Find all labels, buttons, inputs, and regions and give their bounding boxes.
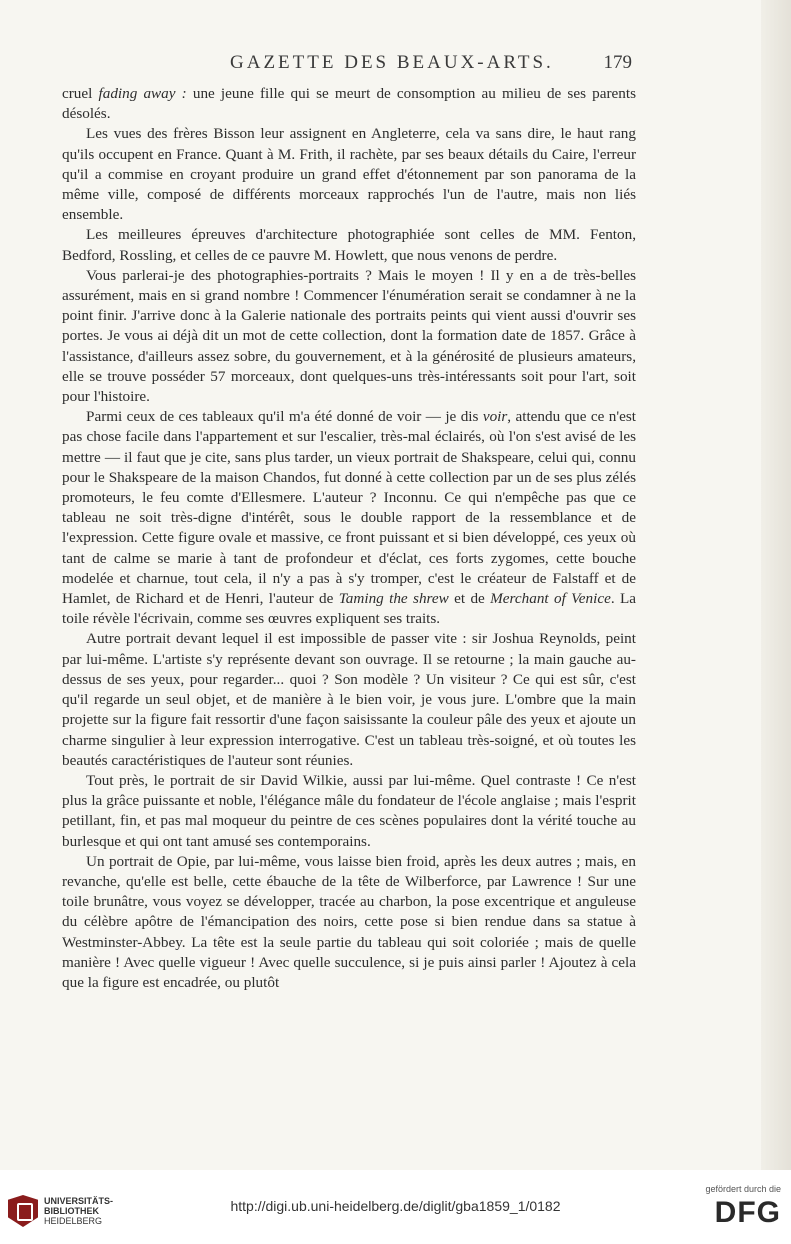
paragraph <box>62 407 636 629</box>
article-text <box>62 84 636 993</box>
paragraph <box>62 629 636 770</box>
italic-text: Taming the shrew <box>338 590 449 608</box>
italic-text: voir <box>482 408 508 426</box>
text-run: une jeune fille qui se meurt de consomption au milieu de ses parents désolés. <box>62 85 636 123</box>
permalink-url[interactable]: http://digi.ub.uni-heidelberg.de/diglit/gba1859_1/0182 <box>230 1198 561 1214</box>
sponsor-caption: gefördert durch die <box>705 1184 781 1194</box>
text-run: Les meilleures épreuves d'architecture photographiée sont celles de MM. Fenton, Bedford, Rossling, et celles de ce pauvre M. Howlett, que nous venons de perdre. <box>62 226 636 264</box>
text-run: Tout près, le portrait de sir David Wilkie, aussi par lui-même. Quel contraste ! Ce n'est plus la grâce puissante et noble, l'élégance mâle du fondateur de l'école anglaise ; mais l'esprit petillant, fin, et pas mal moqueur du peintre de ces scènes populaires dont la vérité touche au burlesque et qui ont tant amusé ses contemporains. <box>62 771 636 850</box>
text-run: , attendu que ce n'est pas chose facile dans l'appartement et sur l'escalier, très-mal éclairés, où l'on s'est avisé de les mettre — il faut que je cite, sans plus tarder, un vieux portrait de Shakspeare, celui qui, connu pour le Shakspeare de la maison Chandos, fut donné à cette collection par un de ses plus zélés promoteurs, le feu comte d'Ellesmere. L'auteur ? Inconnu. Ce qui n'empêche pas que ce tableau ne soit très-digne d'intérêt, sous le double rapport de la ressemblance et de l'expression. Cette figure ovale et massive, ce front puissant et si bien développé, ces yeux où tant de calme se marie à tant de profondeur et d'éclat, ces forts zygomes, cette bouche modelée et charnue, tout cela, il n'y a pas à s'y tromper, c'est le créateur de Falstaff et de Hamlet, de Richard et de Henri, l'auteur de <box>62 408 636 608</box>
text-run: Parmi ceux de ces tableaux qu'il m'a été donné de voir — je dis <box>86 408 483 426</box>
paragraph <box>62 124 636 225</box>
page-number: 179 <box>603 52 632 73</box>
text-run: Un portrait de Opie, par lui-même, vous laisse bien froid, après les deux autres ; mais, en revanche, qu'elle est belle, cette ébauche de la tête de Wilberforce, par Lawrence ! Sur une toile brunâtre, vous voyez se développer, tracée au charbon, la pose excentrique et anguleuse du célèbre apôtre de l'émancipation des noirs, cette pose si bien rendue dans sa statue à Westminster-Abbey. La tête est la seule partie du tableau qui soit coloriée ; mais de quelle manière ! Avec quelle vigueur ! Avec quelle succulence, si je puis ainsi parler ! Ajoutez à cela que la figure est encadrée, ou plutôt <box>62 852 636 991</box>
running-head <box>62 52 632 78</box>
logo-line: UNIVERSITÄTS- <box>44 1196 114 1206</box>
paragraph <box>62 266 636 407</box>
text-run: . La toile révèle l'écrivain, comme ses œuvres expliquent ses traits. <box>62 590 636 628</box>
paragraph <box>62 84 636 124</box>
italic-text: fading away : <box>98 85 187 102</box>
paragraph <box>62 225 636 265</box>
dfg-sponsor[interactable] <box>691 1184 781 1230</box>
italic-text: Merchant of Venice <box>490 590 611 608</box>
page-gutter <box>761 0 791 1170</box>
text-run: Autre portrait devant lequel il est impossible de passer vite : sir Joshua Reynolds, peint par lui-même. L'artiste s'y représente devant son ouvrage. Il se retourne ; la main gauche au-dessus de ses yeux, pour regarder... quoi ? Son modèle ? Un visiteur ? Ce qui est sûr, c'est qu'il regarde un seul objet, et de manière à le bien voir, je vous jure. L'ombre que la main projette sur la figure fait ressortir d'une façon saisissante la couleur pâle des yeux et ajoute un charme singulier à leur expression interrogative. C'est un tableau très-soigné, et où toutes les beautés caractéristiques de l'auteur sont réunies. <box>62 630 636 769</box>
logo-line: HEIDELBERG <box>44 1216 103 1226</box>
dfg-logo: DFG <box>714 1196 781 1229</box>
viewer-footer <box>0 1170 791 1244</box>
journal-title: GAZETTE DES BEAUX-ARTS. <box>230 52 554 73</box>
logo-line: BIBLIOTHEK <box>44 1206 99 1216</box>
text-run: et de <box>448 590 491 608</box>
text-run: Les vues des frères Bisson leur assignent en Angleterre, cela va sans dire, le haut rang qu'ils occupent en France. Quant à M. Frith, il rachète, par ses beaux détails du Caire, l'erreur qu'il a commise en croyant produire un grand effet d'étonnement par son panorama de la même ville, composé de différents morceaux rapprochés l'un de l'autre, mais non liés ensemble. <box>62 125 636 224</box>
paragraph <box>62 852 636 993</box>
text-run: cruel <box>62 85 99 102</box>
paragraph <box>62 771 636 852</box>
text-run: Vous parlerai-je des photographies-portraits ? Mais le moyen ! Il y en a de très-belles assurément, mais en si grand nombre ! Commencer l'énumération serait se condamner à ne la point finir. J'arrive donc à la Galerie nationale des portraits peints qui vient aussi d'ouvrir ses portes. Je vous ai déjà dit un mot de cette collection, dont la formation date de 1857. Grâce à l'assistance, d'ailleurs assez sobre, du gouvernement, et à la générosité de plusieurs amateurs, elle se trouve posséder 57 morceaux, dont quelques-uns très-intéressants soit pour l'art, soit pour l'histoire. <box>62 266 636 406</box>
